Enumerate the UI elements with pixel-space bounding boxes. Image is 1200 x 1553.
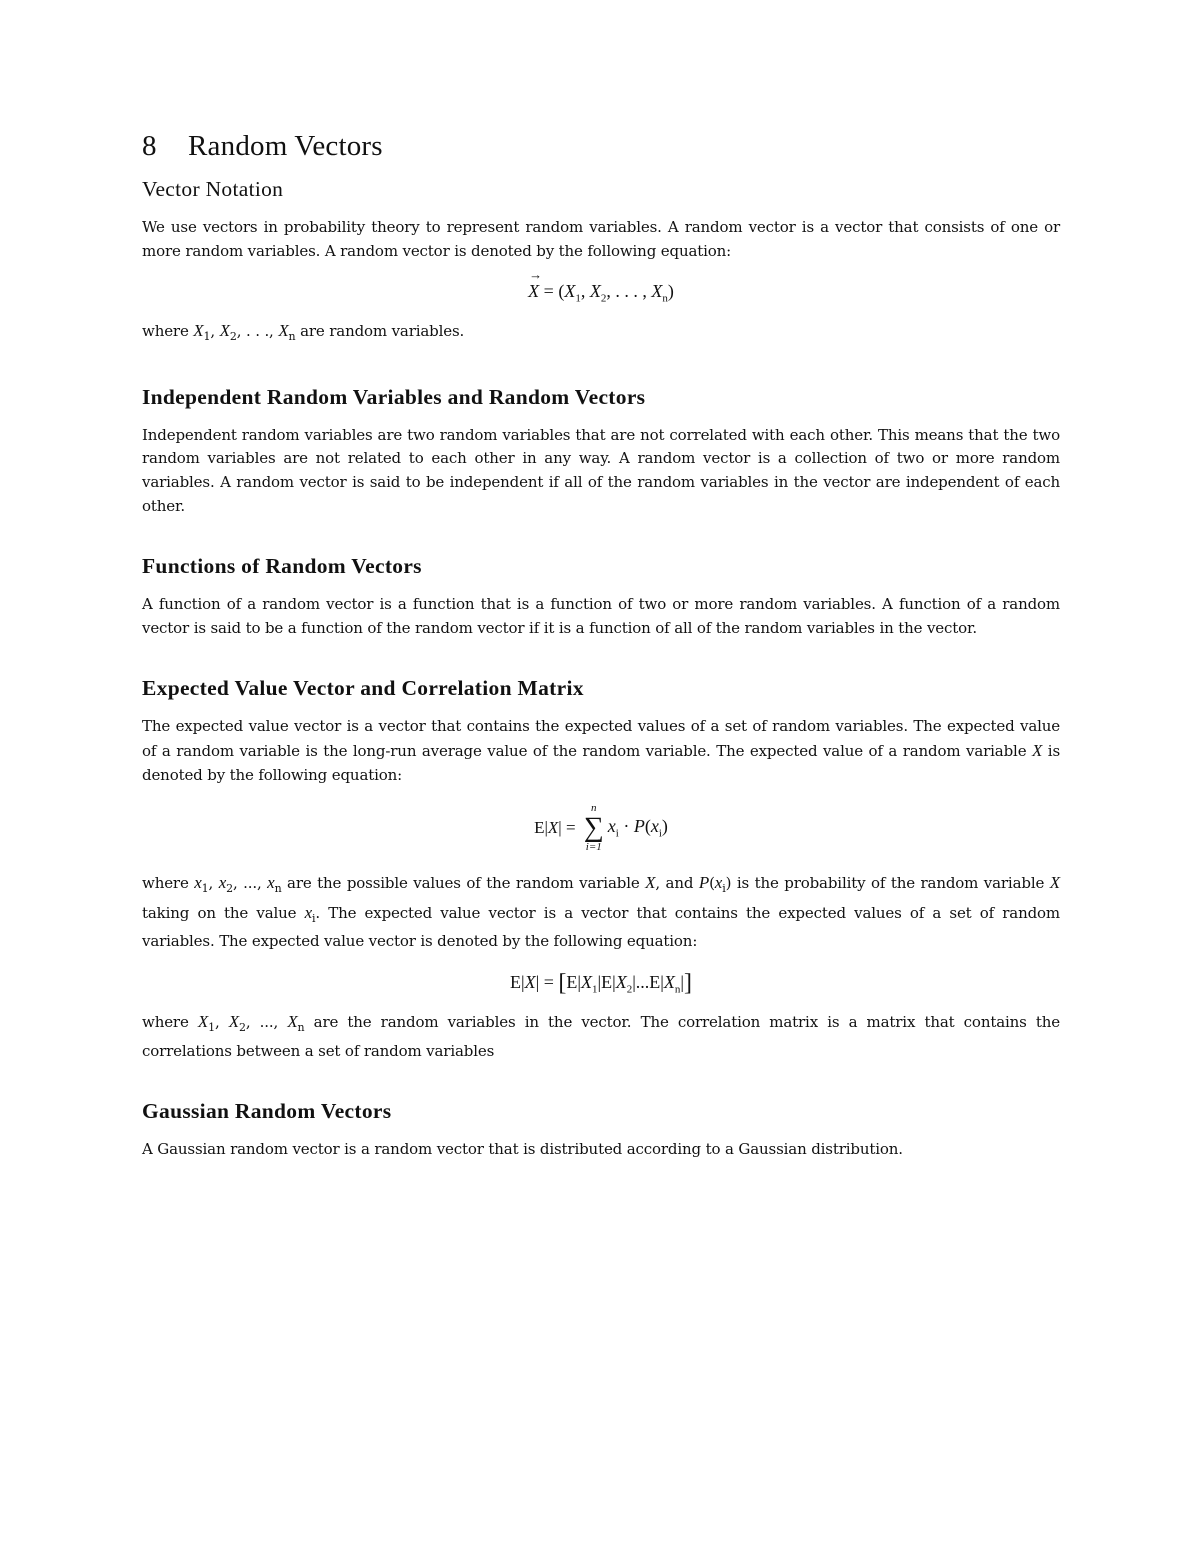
expected-value-where: where $x_1$, $x_2$, ..., $x_n$ are the possible values of the random variable X, and $P(x_i)$ is the probability of the random variable X taking on the value $x_i$. The expected value vector is a vector that contains the expected values of a set of random variables. The expected value vector is denoted by the following equation:: [142, 873, 1060, 951]
functions-paragraph: A function of a random vector is a function that is a function of two or more random variables. A function of a random vector is said to be a function of the random vector if it is a function of all of the random variables in the vector.: [142, 595, 1060, 637]
vector-notation-paragraph: We use vectors in probability theory to represent random variables. A random vector is a vector that consists of one or more random variables. A random vector is denoted by the following equation:: [142, 218, 1060, 260]
chapter-title: [142, 130, 1060, 163]
page-content: [142, 130, 1060, 1162]
section-heading-gaussian: Gaussian Random Vectors: [142, 1099, 392, 1124]
expected-value-paragraph: The expected value vector is a vector that contains the expected values of a set of random variables. The expected value of a random variable is the long-run average value of the random variable. The expected value of a random variable X is denoted by the following equation:: [142, 717, 1060, 784]
independent-paragraph: Independent random variables are two random variables that are not correlated with each other. This means that the two random variables are not related to each other in any way. A random vector is a collection of two or more random variables. A random vector is said to be independent if all of the random variables in the vector are independent of each other.: [142, 425, 1060, 515]
correlation-paragraph: where $X_1$, $X_2$, ..., $X_n$ are the random variables in the vector. The correlation matrix is a matrix that contains the correlations between a set of random variables: [142, 1011, 1060, 1060]
summation-symbol: n ∑ i=1: [583, 802, 604, 854]
chapter-number: 8: [142, 130, 157, 162]
section-heading-vector-notation: Vector Notation: [142, 177, 284, 201]
chapter-title-text: Random Vectors: [188, 130, 383, 162]
expected-value-equation: E|X| = n ∑ i=1 $x_i \cdot P(x_i)$: [534, 802, 668, 854]
vector-notation-where: where $X_1$, $X_2$, . . ., $X_n$ are random variables.: [142, 321, 465, 344]
section-heading-expected-value: Expected Value Vector and Correlation Matrix: [142, 676, 584, 701]
vector-x: → X: [528, 275, 539, 307]
gaussian-paragraph: A Gaussian random vector is a random vector that is distributed according to a Gaussian distribution.: [142, 1140, 903, 1159]
section-heading-independent: Independent Random Variables and Random Vectors: [142, 384, 646, 409]
expected-value-vector-equation: $E|X| = [E|X_1|E|X_2|...E|X_n|]$: [510, 969, 692, 996]
random-vector-equation: → $X = (X_1$, $X_2$, . . . , $X_n$): [142, 275, 1060, 307]
section-heading-functions: Functions of Random Vectors: [142, 554, 422, 579]
